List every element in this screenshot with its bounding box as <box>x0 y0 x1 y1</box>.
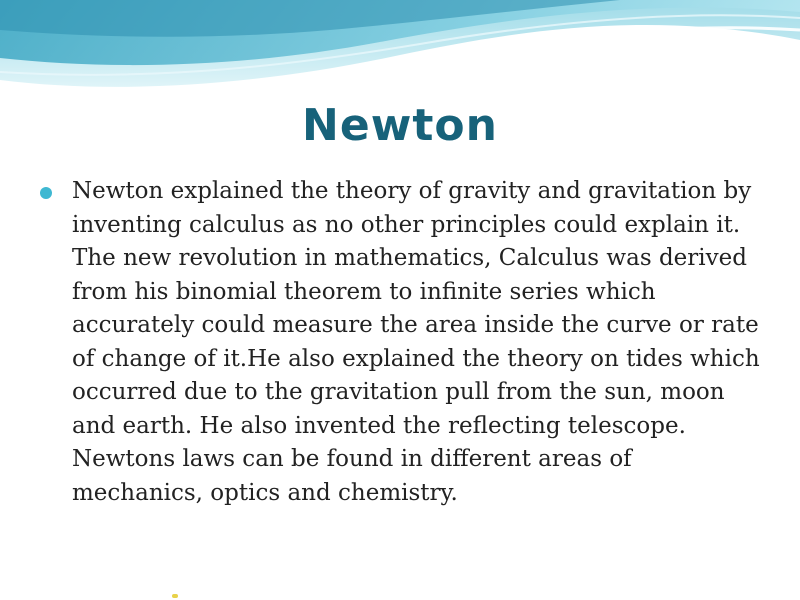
header-wave-decoration <box>0 0 800 110</box>
circle-bullet-icon <box>40 187 52 199</box>
bullet-text: Newton explained the theory of gravity and gravitation by inventing calculus as no other principles could explain it. The new revolution in mathematics, Calculus was derived from his binomial theorem to infinite series which accurately could measure the area inside the curve or rate of change of it.He also explained the theory on tides which occurred due to the gravitation pull from the sun, moon and earth. He also invented the reflecting telescope. Newtons laws can be found in different areas of mechanics, optics and chemistry. <box>72 178 760 506</box>
decorative-spark <box>172 594 178 598</box>
slide-title: Newton <box>302 100 498 151</box>
